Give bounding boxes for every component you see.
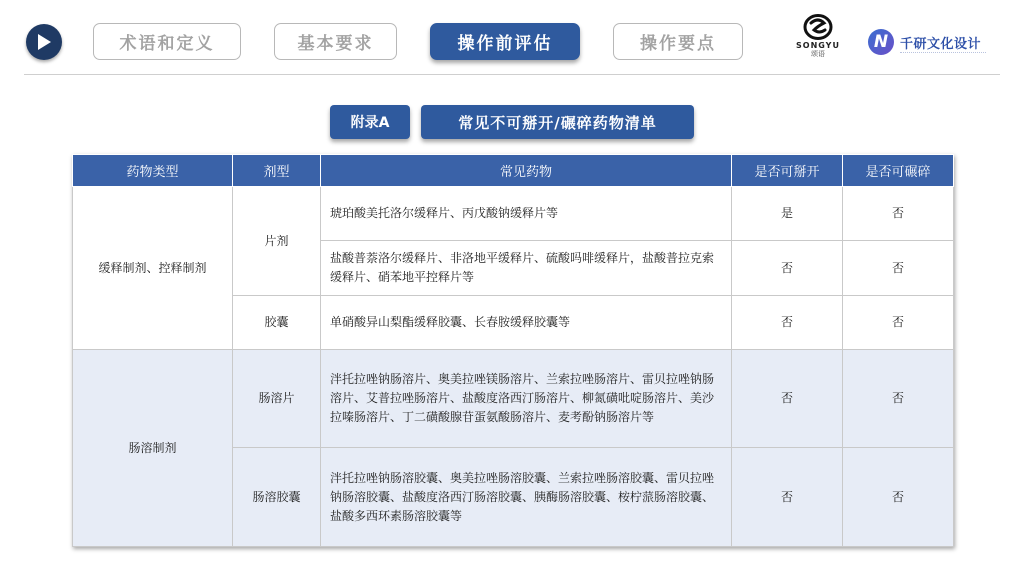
common-drugs-cell: 泮托拉唑钠肠溶胶囊、奥美拉唑肠溶胶囊、兰索拉唑肠溶胶囊、雷贝拉唑钠肠溶胶囊、盐酸度洛西汀肠溶胶囊、胰酶肠溶胶囊、桉柠蒎肠溶胶囊、盐酸多西环素肠溶胶囊等 [321,448,732,547]
songyu-logo [790,14,846,66]
table-header-row [73,155,954,187]
header-common-drugs: 常见药物 [321,155,732,187]
header-drug-type: 药物类型 [73,155,233,187]
common-drugs-cell: 泮托拉唑钠肠溶片、奥美拉唑镁肠溶片、兰索拉唑肠溶片、雷贝拉唑钠肠溶片、艾普拉唑肠溶片、盐酸度洛西汀肠溶片、柳氮磺吡啶肠溶片、美沙拉嗪肠溶片、丁二磺酸腺苷蛋氨酸肠溶片、麦考酚钠肠溶片等 [321,350,732,448]
songyu-logo-text: SONGYU [796,41,840,50]
tab-basic-requirements[interactable]: 基本要求 [274,23,397,60]
can-crush-cell: 否 [843,296,954,350]
table-row [73,187,954,241]
play-icon [37,34,51,50]
header-divider [24,74,1000,75]
can-split-cell: 是 [732,187,843,241]
songyu-logo-mark-icon [803,14,833,40]
can-split-cell: 否 [732,241,843,296]
dosage-form-cell: 片剂 [233,187,321,296]
qianyan-logo-underline [900,52,986,54]
can-crush-cell: 否 [843,448,954,547]
appendix-title: 常见不可掰开/碾碎药物清单 [421,105,694,139]
header-can-split: 是否可掰开 [732,155,843,187]
appendix-label: 附录A [330,105,410,139]
qianyan-logo [868,28,981,56]
can-crush-cell: 否 [843,187,954,241]
top-navigation-bar [0,0,1024,76]
can-split-cell: 否 [732,350,843,448]
tab-pre-operation-assessment[interactable]: 操作前评估 [430,23,580,60]
drug-list-table [72,154,954,547]
qianyan-n-badge-icon: N [868,29,894,55]
qianyan-logo-text: 千研文化设计 [900,36,982,52]
can-split-cell: 否 [732,448,843,547]
common-drugs-cell: 单硝酸异山梨酯缓释胶囊、长春胺缓释胶囊等 [321,296,732,350]
common-drugs-cell: 琥珀酸美托洛尔缓释片、丙戊酸钠缓释片等 [321,187,732,241]
dosage-form-cell: 肠溶胶囊 [233,448,321,547]
drug-type-cell: 肠溶制剂 [73,350,233,547]
header-can-crush: 是否可碾碎 [843,155,954,187]
common-drugs-cell: 盐酸普萘洛尔缓释片、非洛地平缓释片、硫酸吗啡缓释片，盐酸普拉克索缓释片、硝苯地平控释片等 [321,241,732,296]
play-button[interactable] [26,24,62,60]
tab-operation-points[interactable]: 操作要点 [613,23,743,60]
header-dosage-form: 剂型 [233,155,321,187]
dosage-form-cell: 胶囊 [233,296,321,350]
tab-terms-definitions[interactable]: 术语和定义 [93,23,241,60]
table-row [73,350,954,448]
can-crush-cell: 否 [843,241,954,296]
songyu-logo-subtext: 颂语 [811,50,825,58]
can-split-cell: 否 [732,296,843,350]
can-crush-cell: 否 [843,350,954,448]
drug-type-cell: 缓释制剂、控释制剂 [73,187,233,350]
dosage-form-cell: 肠溶片 [233,350,321,448]
